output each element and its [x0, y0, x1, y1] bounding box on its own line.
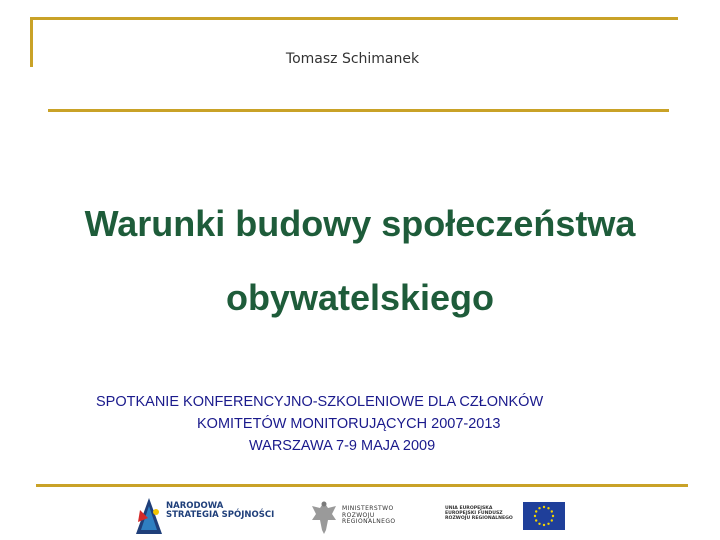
mrr-logo [308, 494, 418, 538]
slide-title-line-1: Warunki budowy społeczeństwa [84, 203, 636, 244]
frame-top-rule [30, 17, 678, 20]
divider-top [48, 109, 669, 112]
author-name: Tomasz Schimanek [285, 51, 420, 67]
mrr-line-3: REGIONALNEGO [342, 518, 396, 526]
subtitle-line-3: WARSZAWA 7-9 MAJA 2009 [249, 438, 436, 454]
ue-line-2: EUROPEJSKI FUNDUSZ [445, 511, 503, 517]
nss-emblem-icon [134, 496, 164, 536]
nss-line-1: NARODOWA [166, 501, 224, 511]
eu-logo [445, 494, 565, 538]
eagle-emblem-icon [310, 498, 338, 536]
divider-bottom [36, 484, 688, 487]
slide-title-line-2: obywatelskiego [225, 277, 495, 318]
subtitle-line-1: SPOTKANIE KONFERENCYJNO-SZKOLENIOWE DLA CZŁONKÓW [96, 394, 544, 410]
nss-logo [132, 494, 282, 538]
mrr-line-1: MINISTERSTWO [342, 505, 394, 512]
ue-line-3: ROZWOJU REGIONALNEGO [445, 516, 513, 522]
mrr-line-2: ROZWOJU [342, 511, 375, 519]
eu-flag-icon [523, 502, 565, 530]
ue-line-1: UNIA EUROPEJSKA [445, 506, 493, 511]
nss-line-2: STRATEGIA SPÓJNOŚCI [166, 510, 275, 521]
subtitle-line-2: KOMITETÓW MONITORUJĄCYCH 2007-2013 [197, 416, 501, 432]
